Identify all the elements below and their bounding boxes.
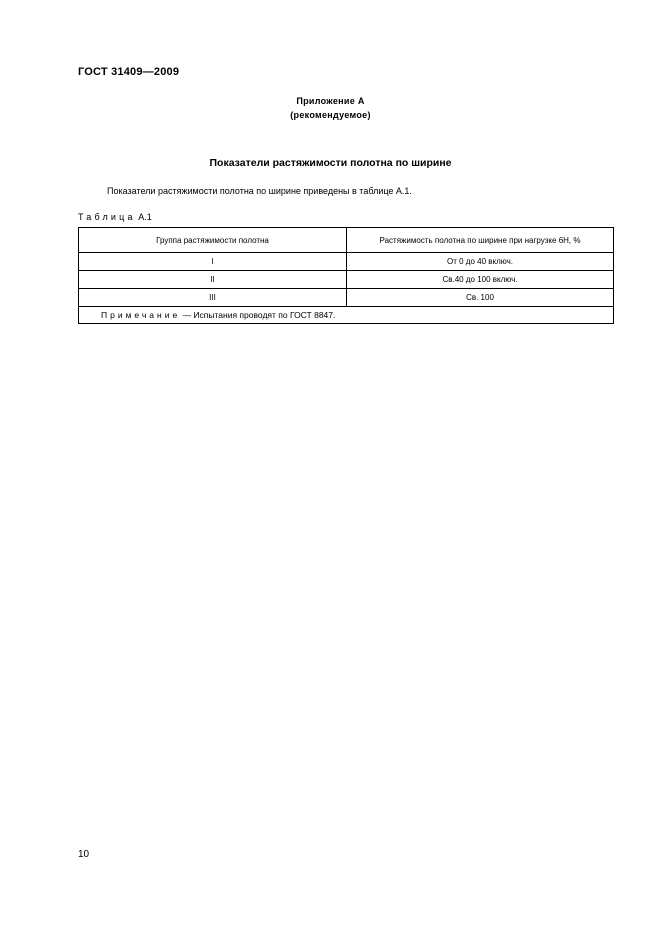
cell-stretch: Св.40 до 100 включ. xyxy=(347,271,614,289)
cell-group: I xyxy=(79,253,347,271)
annex-title: Приложение А xyxy=(296,96,365,106)
annex-subtitle: (рекомендуемое) xyxy=(290,110,371,120)
table-header-row xyxy=(79,228,614,253)
cell-group: III xyxy=(79,289,347,307)
stretch-table xyxy=(78,227,614,324)
intro-paragraph: Показатели растяжимости полотна по ширине приведены в таблице А.1. xyxy=(107,186,412,196)
table-note-row xyxy=(79,307,614,324)
cell-stretch: Св. 100 xyxy=(347,289,614,307)
table-label xyxy=(78,212,152,222)
table-row xyxy=(79,271,614,289)
table-label-number: А.1 xyxy=(138,212,152,222)
note-label: Примечание xyxy=(101,310,181,320)
page-number: 10 xyxy=(78,849,90,860)
table-row xyxy=(79,289,614,307)
column-header-stretch: Растяжимость полотна по ширине при нагрузке 6Н, % xyxy=(347,228,614,253)
section-title: Показатели растяжимости полотна по ширине xyxy=(209,157,452,169)
table-note xyxy=(79,307,614,324)
cell-group: II xyxy=(79,271,347,289)
table-row xyxy=(79,253,614,271)
note-text: — Испытания проводят по ГОСТ 8847. xyxy=(180,310,336,320)
standard-code: ГОСТ 31409—2009 xyxy=(78,66,180,78)
table-label-word: Таблица xyxy=(78,212,136,222)
cell-stretch: От 0 до 40 включ. xyxy=(347,253,614,271)
column-header-group: Группа растяжимости полотна xyxy=(79,228,347,253)
